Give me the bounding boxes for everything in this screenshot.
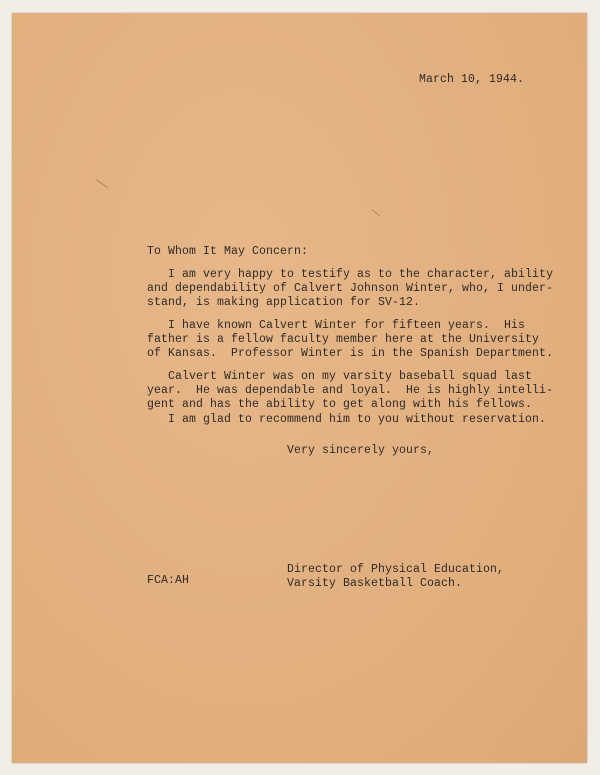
letter-paragraph-2: I have known Calvert Winter for fifteen years. His father is a fellow faculty member here at the University of Kansas. Professor Winter is in the Spanish Department. <box>147 319 554 360</box>
letter-paragraph-1: I am very happy to testify as to the character, ability and dependability of Calvert Johnson Winter, who, I under- stand, is making application for SV-12. <box>147 268 554 309</box>
letter-page <box>12 13 587 763</box>
paper-crease-mark <box>372 209 380 216</box>
letter-paragraph-3: Calvert Winter was on my varsity baseball squad last year. He was dependable and loyal. He is highly intelli- gent and has the ability to get along with his fellows. <box>147 370 554 411</box>
letter-date: March 10, 1944. <box>419 73 525 86</box>
letter-paragraph-4: I am glad to recommend him to you without reservation. <box>147 413 547 426</box>
letter-closing: Very sincerely yours, <box>287 444 435 457</box>
signature-block: Director of Physical Education, Varsity Basketball Coach. <box>287 563 505 590</box>
typist-initials: FCA:AH <box>147 574 190 587</box>
paper-crease-mark <box>96 179 108 188</box>
letter-salutation: To Whom It May Concern: <box>147 245 309 258</box>
